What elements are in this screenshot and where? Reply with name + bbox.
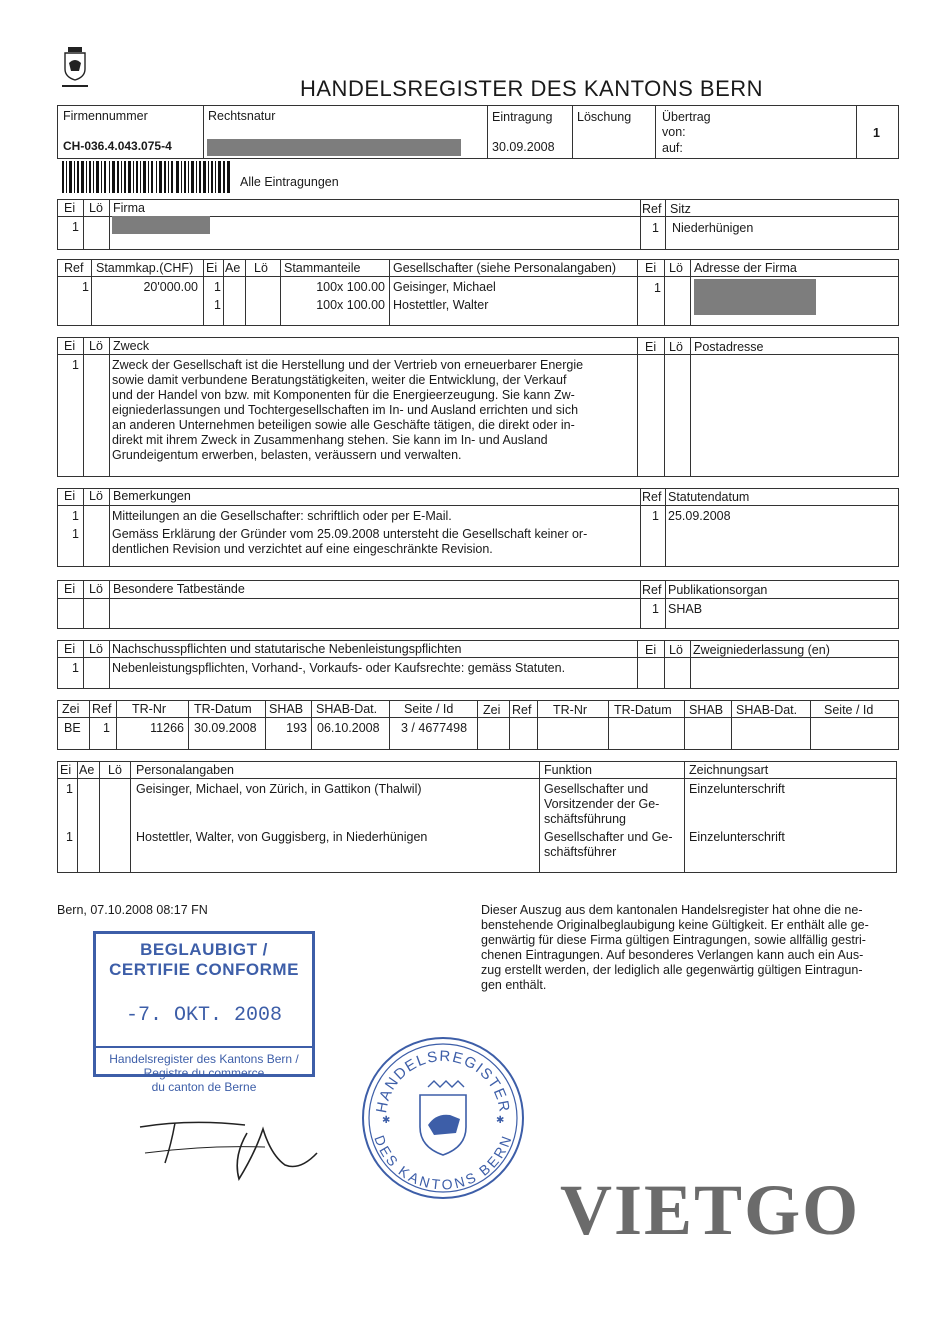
sitz-row-ref: 1 xyxy=(652,221,659,235)
firm-info-box xyxy=(57,105,899,159)
validity-note: Dieser Auszug aus dem kantonalen Handelsregister hat ohne die ne- benstehende Originalbeglaubigung keine Gültigkeit. Er enthält alle ge- genwärtig für diese Firma gültigen Eintragungen, sowie allfällig gestri- chenen Eintragungen. Auf besonderes Verlangen kann auch ein Aus- zug erstellt werden, der lediglich alle gegenwärtig gültigen Eintragun- gen enthält. xyxy=(481,903,869,992)
firma-redaction xyxy=(112,216,210,234)
zw-col-ei: Ei xyxy=(645,643,657,657)
stat-value: 25.09.2008 xyxy=(668,509,731,523)
von-label: von: xyxy=(662,125,686,139)
col-lo: Lö xyxy=(89,201,103,215)
col-firma: Firma xyxy=(113,201,145,215)
pers-col-lo: Lö xyxy=(108,763,122,777)
zweck-text: Zweck der Gesellschaft ist die Herstellung und der Vertrieb von erneuerbarer Energie sowie damit verbundene Beratungstätigkeiten, weiter die Entwicklung, der Verkauf und der Handel von bzw. mit Komponenten für die Energieerzeugung. Sie kann Zw- eigniederlassungen und Tochtergesellschaften im In- und Ausland errichten und sich an anderen Unternehmen beteiligen sowie alle Geschäfte tätigen, die direkt oder in- direkt mit ihrem Zweck in Zusammenhang stehen. Sie kann im In- und Ausland Grundeigentum erwerben, belasten, veräussern und verwalten. xyxy=(112,358,584,462)
stamp-line1: BEGLAUBIGT / xyxy=(140,940,268,959)
post-col-ei: Ei xyxy=(645,340,657,354)
col-ei: Ei xyxy=(64,201,76,215)
pers-col-funktion: Funktion xyxy=(544,763,592,777)
stamp-date: -7. OKT. 2008 xyxy=(125,1004,283,1027)
kap-col-ei: Ei xyxy=(206,261,218,275)
svg-text:HANDELSREGISTER xyxy=(373,1048,513,1115)
pers-row2-name: Hostettler, Walter, von Guggisberg, in Niederhünigen xyxy=(136,830,428,844)
zw-col-label: Zweigniederlassung (en) xyxy=(693,643,830,657)
tr-row-shabdat: 06.10.2008 xyxy=(317,721,380,735)
seal-bottom-text: DES KANTONS BERN xyxy=(371,1133,515,1193)
pers-row1-funktion: Gesellschafter und Vorsitzender der Ge- schäftsführung xyxy=(544,782,660,826)
svg-text:DES KANTONS BERN xyxy=(371,1133,514,1192)
tr-col-trdatum2: TR-Datum xyxy=(614,703,672,717)
kap-col-ref: Ref xyxy=(64,261,84,275)
bem-col-ei: Ei xyxy=(64,489,76,503)
nach-row-ei: 1 xyxy=(72,661,79,675)
page-title: HANDELSREGISTER DES KANTONS BERN xyxy=(300,76,764,101)
bern-coat-of-arms-icon xyxy=(62,47,88,87)
barcode-icon xyxy=(62,161,232,193)
pub-col-label: Publikationsorgan xyxy=(668,583,768,597)
pers-col-ei: Ei xyxy=(60,763,72,777)
tr-col-seite2: Seite / Id xyxy=(824,703,874,717)
kap-row2-anteile: 100x 100.00 xyxy=(316,298,385,312)
stamp-office: Handelsregister des Kantons Bern / Registre du commerce du canton de Berne xyxy=(109,1052,299,1094)
zweck-col-lo: Lö xyxy=(89,339,103,353)
bes-col-lo: Lö xyxy=(89,582,103,596)
kap-stammkapital: 20'000.00 xyxy=(143,280,198,294)
firma-row-ei: 1 xyxy=(72,220,79,234)
stat-col-ref: Ref xyxy=(642,490,662,504)
tr-col-zei: Zei xyxy=(62,702,80,716)
zweck-row-ei: 1 xyxy=(72,358,79,372)
stat-ref: 1 xyxy=(652,509,659,523)
zw-col-lo: Lö xyxy=(669,643,683,657)
seal-top-text: HANDELSREGISTER xyxy=(373,1047,513,1115)
tr-col-shab2: SHAB xyxy=(689,703,724,717)
bes-col-label: Besondere Tatbestände xyxy=(113,582,245,596)
kap-col-adresse: Adresse der Firma xyxy=(694,261,797,275)
place-date: Bern, 07.10.2008 08:17 FN xyxy=(57,903,208,917)
vietgo-watermark: VIETGO xyxy=(560,1170,861,1250)
nach-col-ei: Ei xyxy=(64,642,76,656)
tr-row-ref: 1 xyxy=(103,721,110,735)
tr-col-trnr: TR-Nr xyxy=(132,702,167,716)
page-number: 1 xyxy=(873,126,880,140)
tr-row-seite: 3 / 4677498 xyxy=(401,721,468,735)
firmennummer-label: Firmennummer xyxy=(63,109,148,123)
kap-col-ei2: Ei xyxy=(645,261,657,275)
certification-stamp xyxy=(93,931,315,1094)
pers-row1-ei: 1 xyxy=(66,782,73,796)
pub-col-ref: Ref xyxy=(642,583,662,597)
bem-col-label: Bemerkungen xyxy=(113,489,191,503)
tr-col-seite: Seite / Id xyxy=(404,702,454,716)
nach-col-label: Nachschusspflichten und statutarische Nebenleistungspflichten xyxy=(112,642,462,656)
pers-col-zeichnungsart: Zeichnungsart xyxy=(689,763,769,777)
bem-row1-ei: 1 xyxy=(72,509,79,523)
pers-row1-zeichnung: Einzelunterschrift xyxy=(689,782,785,796)
kap-row2-ei: 1 xyxy=(214,298,221,312)
kap-adr-ei: 1 xyxy=(654,281,661,295)
eintragung-label: Eintragung xyxy=(492,110,553,124)
loeschung-label: Löschung xyxy=(577,110,632,124)
pub-value: SHAB xyxy=(668,602,703,616)
bem-row2-ei: 1 xyxy=(72,527,79,541)
kap-col-gesellschafter: Gesellschafter (siehe Personalangaben) xyxy=(393,261,617,275)
barcode-caption: Alle Eintragungen xyxy=(240,175,339,189)
tr-col-zei2: Zei xyxy=(483,703,501,717)
kap-row1-name: Geisinger, Michael xyxy=(393,280,496,294)
bes-col-ei: Ei xyxy=(64,582,76,596)
tr-col-ref2: Ref xyxy=(512,703,532,717)
col-ref: Ref xyxy=(642,202,662,216)
auf-label: auf: xyxy=(662,141,683,155)
pers-col-personalangaben: Personalangaben xyxy=(136,763,234,777)
bem-col-lo: Lö xyxy=(89,489,103,503)
firmennummer-value: CH-036.4.043.075-4 xyxy=(63,139,172,153)
kap-row1-anteile: 100x 100.00 xyxy=(316,280,385,294)
tr-col-trnr2: TR-Nr xyxy=(553,703,588,717)
sitz-value: Niederhünigen xyxy=(672,221,754,235)
kap-col-lo: Lö xyxy=(254,261,268,275)
uebertrag-label: Übertrag xyxy=(662,110,711,124)
rechtsnatur-redaction xyxy=(207,139,461,156)
signature-icon xyxy=(135,1105,325,1190)
bern-shield-icon xyxy=(420,1081,466,1155)
seal-star-left-icon: ✱ xyxy=(382,1115,391,1126)
kap-col-stammanteile: Stammanteile xyxy=(284,261,361,275)
pers-row2-funktion: Gesellschafter und Ge- schäftsführer xyxy=(544,830,673,859)
kap-col-ae: Ae xyxy=(225,261,241,275)
tr-col-shabdat2: SHAB-Dat. xyxy=(736,703,798,717)
tr-col-ref: Ref xyxy=(92,702,112,716)
registry-seal xyxy=(360,1035,526,1201)
kap-ref: 1 xyxy=(82,280,89,294)
pers-row2-zeichnung: Einzelunterschrift xyxy=(689,830,785,844)
eintragung-value: 30.09.2008 xyxy=(492,140,555,154)
zweck-col-zweck: Zweck xyxy=(113,339,150,353)
pers-row2-ei: 1 xyxy=(66,830,73,844)
kap-row2-name: Hostettler, Walter xyxy=(393,298,489,312)
tr-col-shab: SHAB xyxy=(269,702,304,716)
stamp-line2: CERTIFIE CONFORME xyxy=(109,960,299,979)
adresse-redaction xyxy=(694,279,816,315)
post-col-label: Postadresse xyxy=(694,340,764,354)
pers-row1-name: Geisinger, Michael, von Zürich, in Gattikon (Thalwil) xyxy=(136,782,422,796)
zweck-col-ei: Ei xyxy=(64,339,76,353)
seal-star-right-icon: ✱ xyxy=(496,1115,505,1126)
tr-row-shab: 193 xyxy=(286,721,307,735)
nach-col-lo: Lö xyxy=(89,642,103,656)
tr-row-zei: BE xyxy=(64,721,81,735)
tr-row-trdatum: 30.09.2008 xyxy=(194,721,257,735)
bem-row1-text: Mitteilungen an die Gesellschafter: schriftlich oder per E-Mail. xyxy=(112,509,452,523)
nach-row-text: Nebenleistungspflichten, Vorhand-, Vorkaufs- oder Kaufsrechte: gemäss Statuten. xyxy=(112,661,566,675)
kap-row1-ei: 1 xyxy=(214,280,221,294)
col-sitz: Sitz xyxy=(670,202,691,216)
post-col-lo: Lö xyxy=(669,340,683,354)
kap-col-stammkap: Stammkap.(CHF) xyxy=(96,261,194,275)
pers-col-ae: Ae xyxy=(79,763,95,777)
pub-ref: 1 xyxy=(652,602,659,616)
stat-col-label: Statutendatum xyxy=(668,490,750,504)
rechtsnatur-label: Rechtsnatur xyxy=(208,109,276,123)
tr-col-shabdat: SHAB-Dat. xyxy=(316,702,378,716)
bem-row2-text: Gemäss Erklärung der Gründer vom 25.09.2008 untersteht die Gesellschaft keiner or- dentlichen Revision und verzichtet auf eine eingeschränkte Revision. xyxy=(112,527,588,556)
tr-row-trnr: 11266 xyxy=(150,721,184,735)
tr-col-trdatum: TR-Datum xyxy=(194,702,252,716)
kap-col-lo2: Lö xyxy=(669,261,683,275)
